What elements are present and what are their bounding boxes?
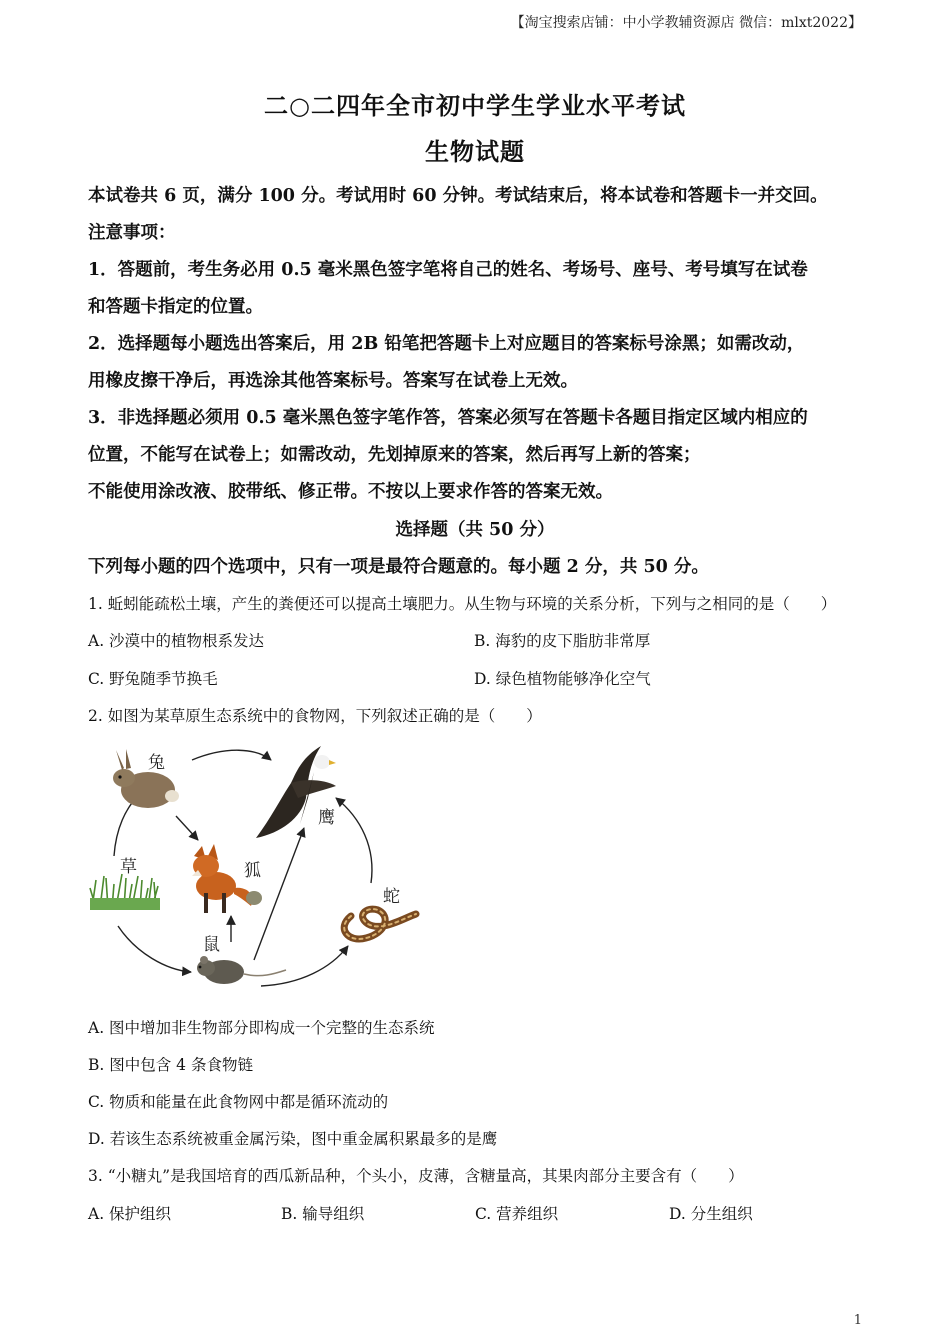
subject-title: 生物试题 (425, 137, 525, 166)
exam-title: 二○二四年全市初中学生学业水平考试 (264, 91, 686, 120)
notice-line: 不能使用涂改液、胶带纸、修正带。不按以上要求作答的答案无效。 (88, 482, 613, 502)
page-number: 1 (853, 1313, 862, 1328)
q3-option-b: B. 输导组织 (281, 1205, 365, 1223)
header-note: 【淘宝搜索店铺：中小学教辅资源店 微信：mlxt2022】 (510, 15, 862, 31)
q1-option-c: C. 野兔随季节换毛 (88, 670, 218, 688)
notice-heading: 注意事项： (88, 223, 176, 243)
snake-image (344, 909, 416, 939)
rabbit-image (113, 749, 179, 808)
notice-line: 3．非选择题必须用 0.5 毫米黑色签字笔作答，答案必须写在答题卡各题目指定区域内相应的 (88, 408, 808, 428)
section-instruction: 下列每小题的四个选项中，只有一项是最符合题意的。每小题 2 分，共 50 分。 (88, 557, 709, 577)
q2-option-c: C. 物质和能量在此食物网中都是循环流动的 (88, 1093, 389, 1111)
notice-line: 2．选择题每小题选出答案后，用 2B 铅笔把答题卡上对应题目的答案标号涂黑；如需改动， (88, 334, 805, 354)
label-eagle: 鹰 (318, 808, 335, 828)
notice-line: 位置，不能写在试卷上；如需改动，先划掉原来的答案，然后再写上新的答案； (88, 445, 701, 465)
exam-intro: 本试卷共 6 页，满分 100 分。考试用时 60 分钟。考试结束后，将本试卷和答题卡一并交回。 (88, 186, 828, 206)
notice-line: 和答题卡指定的位置。 (88, 297, 263, 317)
question-1-stem: 1. 蚯蚓能疏松土壤，产生的粪便还可以提高土壤肥力。从生物与环境的关系分析，下列与之相同的是（ ） (88, 595, 837, 613)
q1-option-b: B. 海豹的皮下脂肪非常厚 (474, 632, 651, 650)
label-grass: 草 (120, 857, 137, 877)
q3-option-c: C. 营养组织 (475, 1205, 559, 1223)
food-web-figure (86, 738, 431, 1000)
q3-option-d: D. 分生组织 (669, 1205, 753, 1223)
q2-option-a: A. 图中增加非生物部分即构成一个完整的生态系统 (88, 1019, 435, 1037)
label-snake: 蛇 (383, 887, 400, 907)
label-fox: 狐 (244, 861, 261, 881)
q2-option-b: B. 图中包含 4 条食物链 (88, 1056, 253, 1074)
q1-option-d: D. 绿色植物能够净化空气 (474, 670, 651, 688)
label-rabbit: 兔 (148, 753, 165, 773)
mouse-image (197, 956, 286, 984)
q3-option-a: A. 保护组织 (88, 1205, 172, 1223)
notice-line: 1．答题前，考生务必用 0.5 毫米黑色签字笔将自己的姓名、考场号、座号、考号填写在试卷 (88, 260, 808, 280)
q1-option-a: A. 沙漠中的植物根系发达 (88, 632, 265, 650)
notice-line: 用橡皮擦干净后，再选涂其他答案标号。答案写在试卷上无效。 (88, 371, 578, 391)
grass-image (90, 874, 160, 910)
question-3-stem: 3. “小糖丸”是我国培育的西瓜新品种，个头小，皮薄，含糖量高，其果肉部分主要含有（ ） (88, 1167, 744, 1185)
section-title: 选择题（共 50 分） (395, 520, 555, 540)
question-2-stem: 2. 如图为某草原生态系统中的食物网，下列叙述正确的是（ ） (88, 707, 542, 725)
q2-option-d: D. 若该生态系统被重金属污染，图中重金属积累最多的是鹰 (88, 1130, 498, 1148)
label-mouse: 鼠 (203, 935, 220, 955)
